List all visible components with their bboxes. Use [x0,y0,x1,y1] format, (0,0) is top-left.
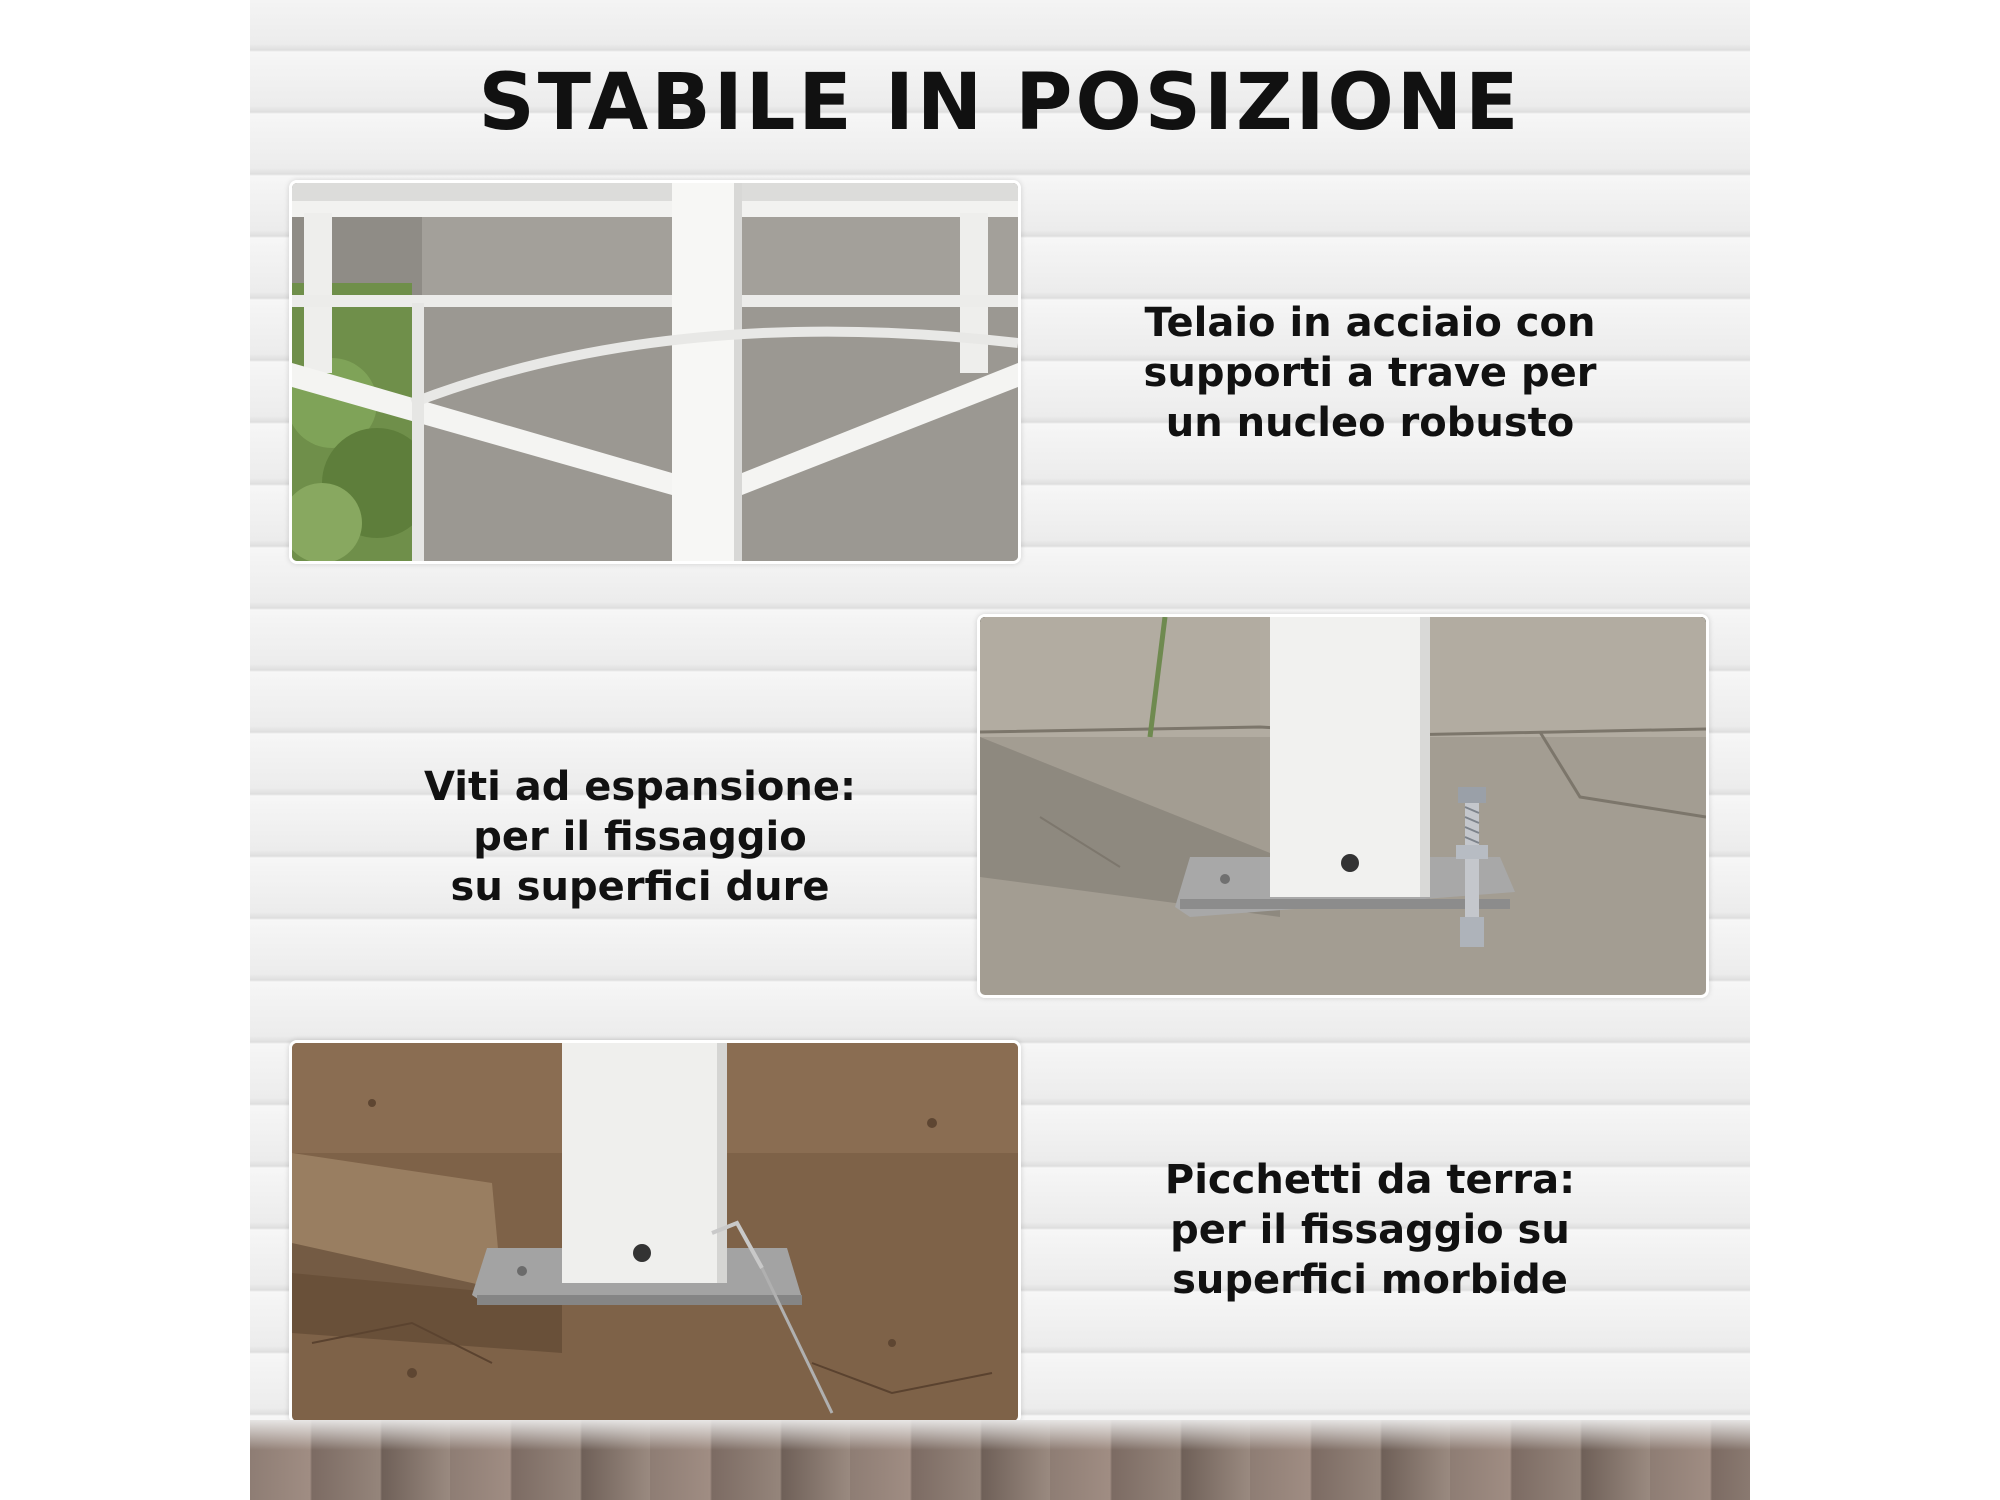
ground-stakes-photo [289,1040,1021,1424]
steel-frame-photo [289,180,1021,564]
siding-background [250,0,1750,1500]
caption-line: per il fissaggio su [1170,1207,1570,1253]
feature-caption-ground-stakes [1060,1155,1680,1305]
caption-line: supporti a trave per [1143,350,1597,396]
caption-line: su superfici dure [450,864,830,910]
expansion-screws-photo [977,614,1709,998]
caption-line: un nucleo robusto [1165,400,1575,446]
feature-caption-expansion-screws [330,762,950,912]
page-title: STABILE IN POSIZIONE [478,58,1522,148]
caption-line: Telaio in acciaio con [1144,300,1596,346]
feature-caption-steel-frame [1060,298,1680,448]
wooden-floor [250,1420,1750,1500]
caption-line: superfici morbide [1172,1257,1568,1303]
caption-line: Viti ad espansione: [424,764,856,810]
caption-line: per il fissaggio [473,814,807,860]
caption-line: Picchetti da terra: [1164,1157,1576,1203]
